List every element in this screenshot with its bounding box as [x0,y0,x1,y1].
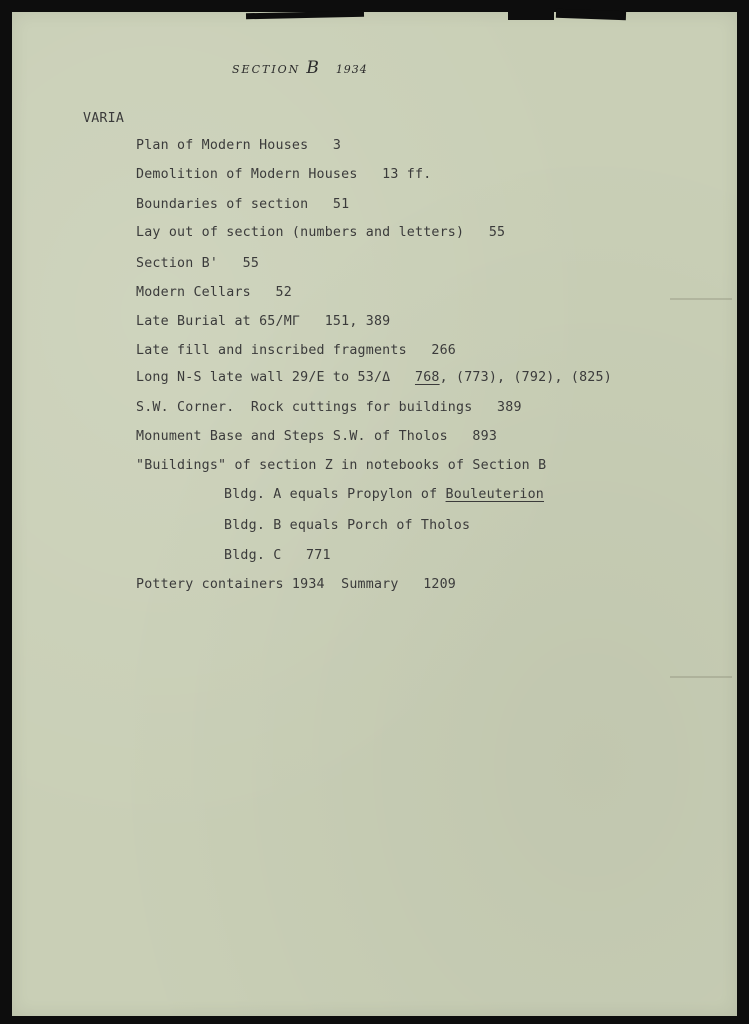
handwritten-section-label: SECTION [232,63,301,76]
document-page [12,12,737,1016]
handwritten-year: 1934 [335,63,368,76]
page-heading: VARIA [83,111,125,126]
entry-text: Bldg. A equals Propylon of [224,487,446,502]
index-entry: Boundaries of section 51 [136,197,350,212]
index-entry: Monument Base and Steps S.W. of Tholos 893 [136,429,498,444]
torn-edge [508,8,554,20]
paper-crease [670,676,732,678]
index-entry: Late Burial at 65/MΓ 151, 389 [136,314,391,329]
index-entry: "Buildings" of section Z in notebooks of Section B [136,458,547,473]
entry-underlined-term: Bouleuterion [445,487,545,502]
index-entry: Section B' 55 [136,256,260,271]
index-entry: Lay out of section (numbers and letters) 55 [136,225,506,240]
index-entry: Pottery containers 1934 Summary 1209 [136,577,457,592]
entry-underlined-page: 768 [414,370,440,385]
index-subentry: Bldg. C 771 [224,548,331,563]
entry-text: , (773), (792), (825) [439,370,612,385]
index-entry [136,370,612,385]
index-entry: Modern Cellars 52 [136,285,292,300]
index-subentry [224,487,544,502]
paper-crease [670,298,732,300]
index-entry: Plan of Modern Houses 3 [136,138,342,153]
handwritten-section-letter: B [306,58,320,78]
index-subentry: Bldg. B equals Porch of Tholos [224,518,471,533]
entry-text: Long N-S late wall 29/E to 53/Δ [136,370,415,385]
index-entry: Demolition of Modern Houses 13 ff. [136,167,432,182]
index-entry: Late fill and inscribed fragments 266 [136,343,457,358]
index-entry: S.W. Corner. Rock cuttings for buildings 389 [136,400,522,415]
handwritten-header [232,58,368,78]
